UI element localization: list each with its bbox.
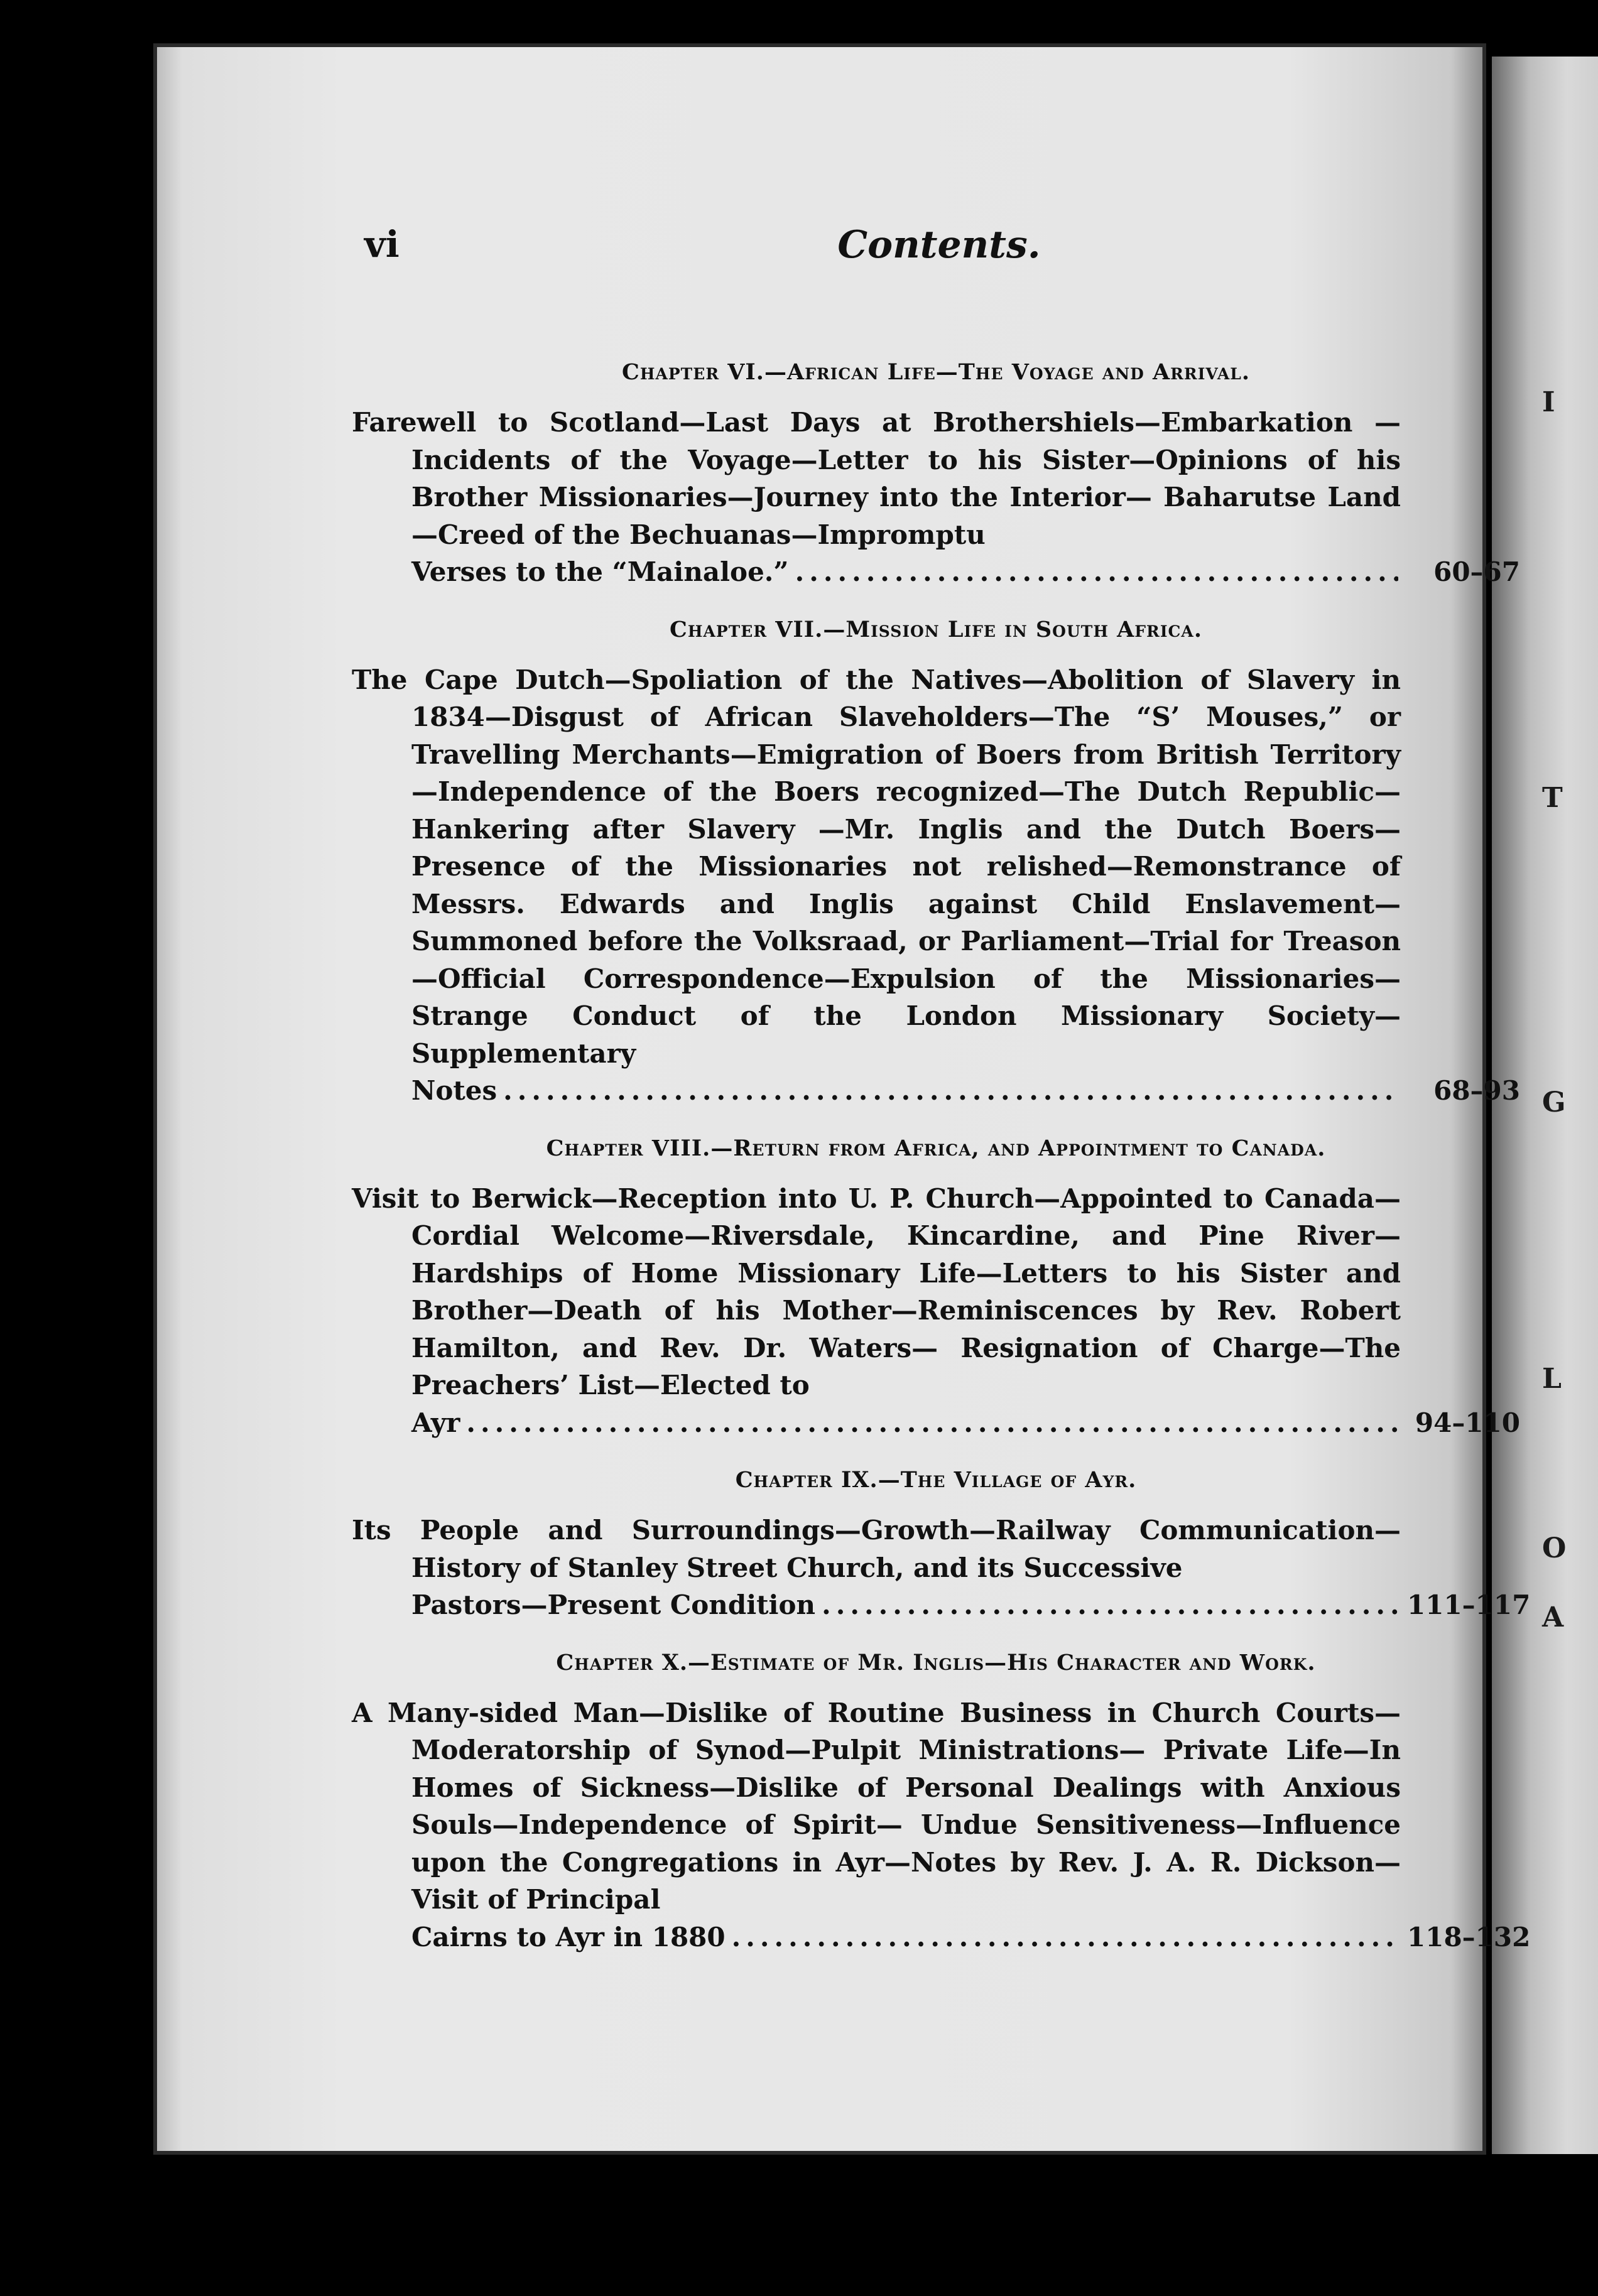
chapter-summary-text: A Many-sided Man—Dislike of Routine Business in Church Courts—Moderatorship of Synod—Pulpit Ministrations— Private Life—In Homes of Sickness—Dislike of Personal Dealings with Anxious Souls—Independence of Spirit— Undue Sensitiveness—Influence upon the Congregations in Ayr—Notes by Rev. J. A. R. Dickson—Visit of Principal bbox=[352, 1697, 1401, 1915]
page-range: 68–93 bbox=[1433, 1075, 1520, 1106]
dot-leader bbox=[466, 1404, 1398, 1442]
chapter-summary bbox=[352, 404, 1520, 591]
chapter-summary-text: Farewell to Scotland—Last Days at Brothershiels—Embarkation —Incidents of the Voyage—Letter to his Sister—Opinions of his Brother Missionaries—Journey into the Interior— Baharutse Land—Creed of the Bechuanas—Impromptu bbox=[352, 407, 1401, 550]
chapter-entry bbox=[352, 612, 1520, 1110]
page-range: 94–110 bbox=[1415, 1407, 1520, 1438]
chapter-summary bbox=[352, 1512, 1531, 1624]
facing-page-letter: G bbox=[1542, 1086, 1566, 1118]
facing-page-letter: O bbox=[1542, 1532, 1567, 1564]
chapter-summary-text: Its People and Surroundings—Growth—Railway Communication—History of Stanley Street Church, and its Successive bbox=[352, 1515, 1401, 1583]
facing-page-letter: L bbox=[1542, 1363, 1562, 1395]
chapter-heading: Chapter VII.—Mission Life in South Africa. bbox=[669, 616, 1203, 642]
chapter-summary-last-text: Ayr bbox=[411, 1407, 460, 1438]
facing-page-letter: T bbox=[1542, 782, 1563, 814]
chapter-summary-last-text: Pastors—Present Condition bbox=[411, 1589, 816, 1620]
dot-leader bbox=[795, 553, 1398, 591]
page-number: vi bbox=[364, 223, 400, 266]
page-header bbox=[364, 223, 1514, 279]
chapter-summary-last-line bbox=[411, 1919, 1531, 1956]
dot-leader bbox=[822, 1586, 1398, 1624]
chapter-entry bbox=[352, 355, 1520, 591]
chapter-summary bbox=[352, 661, 1520, 1110]
dot-leader bbox=[732, 1919, 1398, 1956]
chapter-heading: Chapter VI.—African Life—The Voyage and Arrival. bbox=[621, 359, 1251, 385]
chapter-heading: Chapter VIII.—Return from Africa, and Appointment to Canada. bbox=[546, 1135, 1326, 1161]
chapter-heading: Chapter X.—Estimate of Mr. Inglis—His Character and Work. bbox=[556, 1649, 1316, 1676]
facing-page-letter: A bbox=[1542, 1601, 1564, 1633]
chapter-summary-last-text: Notes bbox=[411, 1075, 497, 1106]
chapter-summary-last-line bbox=[411, 1404, 1520, 1442]
table-of-contents bbox=[352, 355, 1531, 1977]
dot-leader bbox=[503, 1072, 1398, 1110]
page-range: 111–117 bbox=[1407, 1589, 1531, 1620]
chapter-summary-last-line bbox=[411, 553, 1520, 591]
chapter-heading: Chapter IX.—The Village of Ayr. bbox=[735, 1467, 1137, 1493]
chapter-summary bbox=[352, 1694, 1531, 1956]
page-range: 60–67 bbox=[1433, 556, 1520, 587]
chapter-summary-last-text: Verses to the “Mainaloe.” bbox=[411, 556, 789, 587]
running-title: Contents. bbox=[837, 223, 1041, 267]
chapter-summary-text: Visit to Berwick—Reception into U. P. Church—Appointed to Canada—Cordial Welcome—Riversdale, Kincardine, and Pine River—Hardships of Home Missionary Life—Letters to his Sister and Brother—Death of his Mother—Reminiscences by Rev. Robert Hamilton, and Rev. Dr. Waters— Resignation of Charge—The Preachers’ List—Elected to bbox=[352, 1183, 1401, 1400]
chapter-summary bbox=[352, 1180, 1520, 1442]
chapter-summary-last-line bbox=[411, 1586, 1531, 1624]
chapter-entry bbox=[352, 1645, 1531, 1956]
book-page bbox=[157, 47, 1531, 2151]
chapter-entry bbox=[352, 1131, 1520, 1442]
page-range: 118–132 bbox=[1407, 1921, 1531, 1952]
facing-page-letter: I bbox=[1542, 386, 1555, 418]
chapter-summary-text: The Cape Dutch—Spoliation of the Natives—Abolition of Slavery in 1834—Disgust of African Slaveholders—The “S’ Mouses,” or Travelling Merchants—Emigration of Boers from British Territory—Independence of the Boers recognized—The Dutch Republic—Hankering after Slavery —Mr. Inglis and the Dutch Boers—Presence of the Missionaries not relished—Remonstrance of Messrs. Edwards and Inglis against Child Enslavement—Summoned before the Volksraad, or Parliament—Trial for Treason—Official Correspondence—Expulsion of the Missionaries—Strange Conduct of the London Missionary Society—Supplementary bbox=[352, 664, 1401, 1069]
chapter-summary-last-text: Cairns to Ayr in 1880 bbox=[411, 1921, 726, 1952]
chapter-summary-last-line bbox=[411, 1072, 1520, 1110]
chapter-entry bbox=[352, 1463, 1531, 1624]
